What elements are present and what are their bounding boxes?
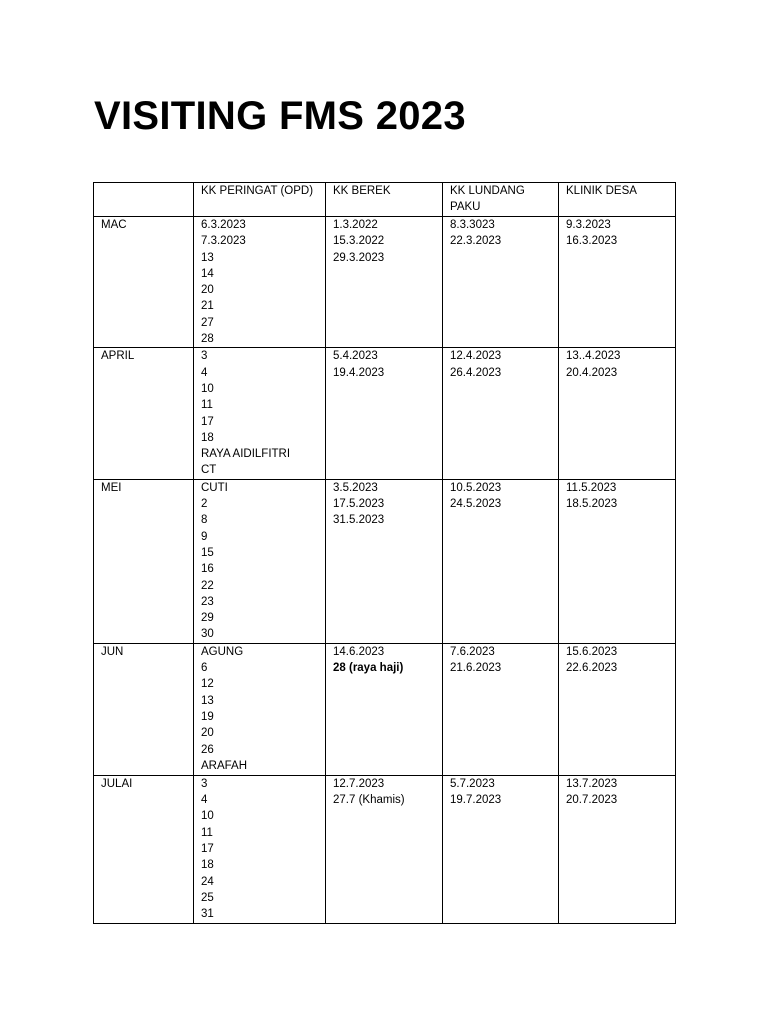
kk-lundang-paku-cell: 7.6.2023 21.6.2023 xyxy=(443,643,559,775)
header-klinik-desa: KLINIK DESA xyxy=(559,183,676,217)
header-month xyxy=(94,183,194,217)
klinik-desa-cell: 11.5.2023 18.5.2023 xyxy=(559,479,676,643)
header-kk-peringat: KK PERINGAT (OPD) xyxy=(194,183,326,217)
table-row xyxy=(94,643,676,775)
month-cell: MEI xyxy=(94,479,194,643)
kk-lundang-paku-cell: 12.4.2023 26.4.2023 xyxy=(443,348,559,479)
kk-lundang-paku-cell: 8.3.3023 22.3.2023 xyxy=(443,217,559,348)
visiting-schedule-table xyxy=(93,182,676,924)
kk-peringat-cell: 6.3.2023 7.3.2023 13 14 20 21 27 28 xyxy=(194,217,326,348)
kk-berek-cell: 1.3.2022 15.3.2022 29.3.2023 xyxy=(326,217,443,348)
table-row xyxy=(94,479,676,643)
table-header-row xyxy=(94,183,676,217)
kk-peringat-cell: 3 4 10 11 17 18 24 25 31 xyxy=(194,775,326,923)
kk-lundang-paku-cell: 5.7.2023 19.7.2023 xyxy=(443,775,559,923)
klinik-desa-cell: 15.6.2023 22.6.2023 xyxy=(559,643,676,775)
kk-peringat-cell: 3 4 10 11 17 18 RAYA AIDILFITRI CT xyxy=(194,348,326,479)
header-kk-lundang-paku: KK LUNDANG PAKU xyxy=(443,183,559,217)
month-cell: JULAI xyxy=(94,775,194,923)
klinik-desa-cell: 13..4.2023 20.4.2023 xyxy=(559,348,676,479)
kk-berek-cell: 12.7.2023 27.7 (Khamis) xyxy=(326,775,443,923)
header-kk-berek: KK BEREK xyxy=(326,183,443,217)
klinik-desa-cell: 13.7.2023 20.7.2023 xyxy=(559,775,676,923)
table-row xyxy=(94,775,676,923)
kk-peringat-cell: AGUNG 6 12 13 19 20 26 ARAFAH xyxy=(194,643,326,775)
kk-berek-cell: 14.6.2023 28 (raya haji) xyxy=(326,643,443,775)
klinik-desa-cell: 9.3.2023 16.3.2023 xyxy=(559,217,676,348)
kk-peringat-cell: CUTI 2 8 9 15 16 22 23 29 30 xyxy=(194,479,326,643)
month-cell: JUN xyxy=(94,643,194,775)
table-row xyxy=(94,217,676,348)
kk-berek-cell: 5.4.2023 19.4.2023 xyxy=(326,348,443,479)
month-cell: MAC xyxy=(94,217,194,348)
kk-berek-cell: 3.5.2023 17.5.2023 31.5.2023 xyxy=(326,479,443,643)
kk-lundang-paku-cell: 10.5.2023 24.5.2023 xyxy=(443,479,559,643)
month-cell: APRIL xyxy=(94,348,194,479)
table-row xyxy=(94,348,676,479)
page-title: VISITING FMS 2023 xyxy=(94,94,466,138)
